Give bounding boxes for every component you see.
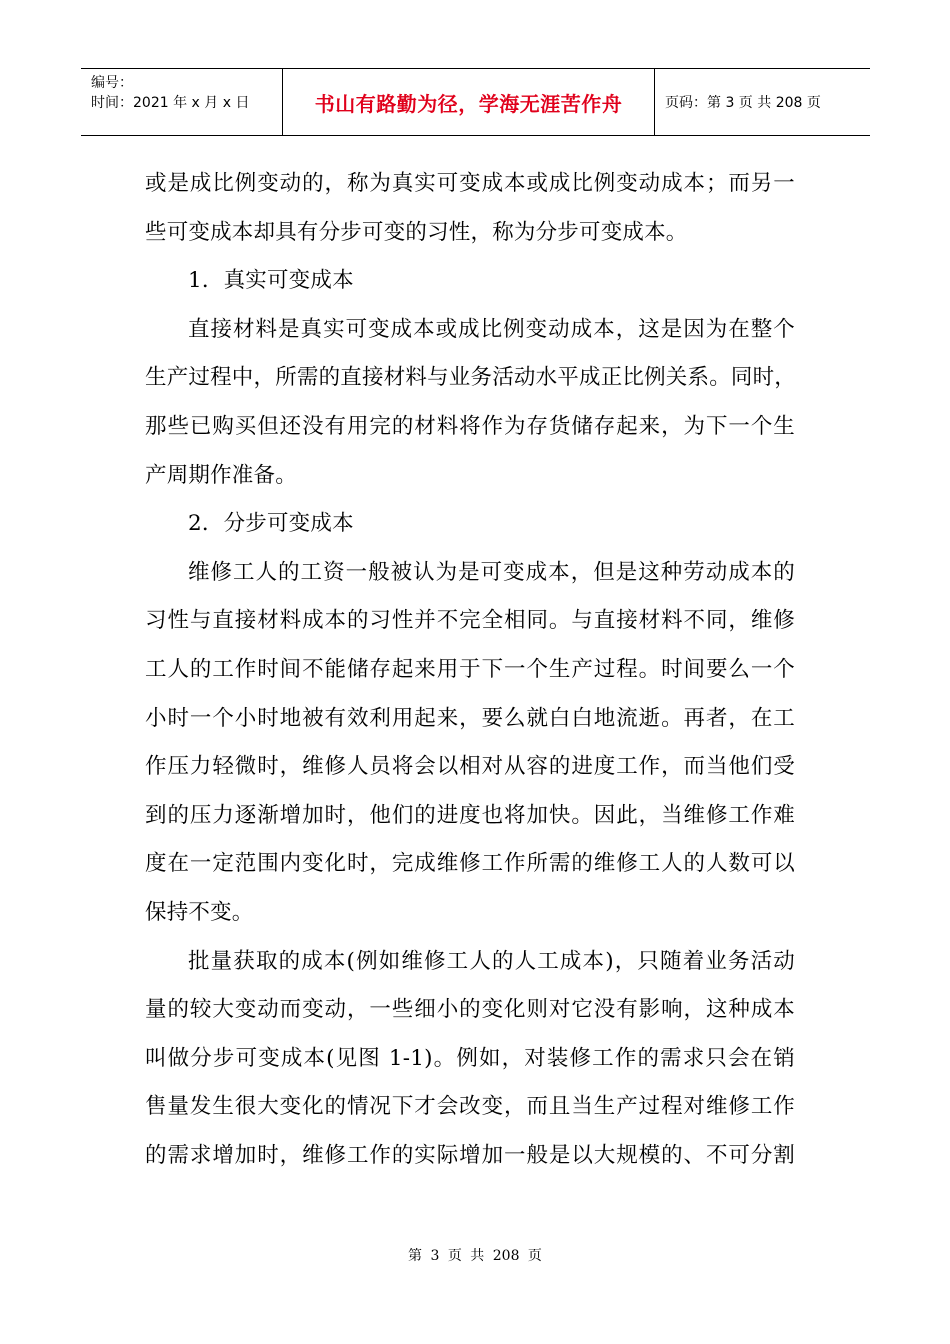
document-date: 时间：2021 年 x 月 x 日 (91, 95, 250, 111)
text-line: 生产过程中，所需的直接材料与业务活动水平成正比例关系。同时， (145, 365, 797, 391)
text-line: 作压力轻微时，维修人员将会以相对从容的进度工作，而当他们受 (145, 754, 795, 780)
paragraph-continuation (145, 160, 795, 257)
text-line: 产周期作准备。 (145, 462, 297, 488)
document-number: 编号： (91, 75, 133, 91)
text-line: 批量获取的成本(例如维修工人的人工成本)，只随着业务活动 (188, 948, 795, 974)
text-line: 售量发生很大变化的情况下才会改变，而且当生产过程对维修工作 (145, 1094, 795, 1120)
text-line: 习性与直接材料成本的习性并不完全相同。与直接材料不同，维修 (145, 608, 795, 634)
header-page-number: 页码：第 3 页 共 208 页 (665, 95, 821, 111)
section-heading-true-variable-cost (145, 257, 795, 306)
text-line: 叫做分步可变成本(见图 1-1)。例如，对装修工作的需求只会在销 (145, 1045, 795, 1071)
text-line: 工人的工作时间不能储存起来用于下一个生产过程。时间要么一个 (145, 656, 795, 682)
paragraph-batch-costs (145, 938, 795, 1181)
page-header (81, 68, 870, 136)
text-line: 量的较大变动而变动，一些细小的变化则对它没有影响，这种成本 (145, 997, 795, 1023)
header-meta (81, 69, 283, 135)
page-footer: 第 3 页 共 208 页 (408, 1248, 542, 1264)
header-motto: 书山有路勤为径，学海无涯苦作舟 (283, 69, 655, 135)
text-line: 或是成比例变动的，称为真实可变成本或成比例变动成本；而另一 (145, 171, 795, 196)
text-line: 那些已购买但还没有用完的材料将作为存货储存起来，为下一个生 (145, 413, 795, 439)
text-line: 直接材料是真实可变成本或成比例变动成本，这是因为在整个 (188, 316, 795, 342)
text-line: 的需求增加时，维修工作的实际增加一般是以大规模的、不可分割 (145, 1142, 795, 1168)
text-line: 度在一定范围内变化时，完成维修工作所需的维修工人的人数可以 (145, 851, 795, 877)
text-line: 维修工人的工资一般被认为是可变成本，但是这种劳动成本的 (188, 559, 795, 585)
text-line: 保持不变。 (145, 899, 254, 925)
section-heading-step-variable-cost (145, 500, 795, 549)
heading-text: 2．分步可变成本 (188, 511, 354, 537)
text-line: 些可变成本却具有分步可变的习性，称为分步可变成本。 (145, 219, 688, 245)
document-body (145, 160, 795, 1180)
paragraph-direct-materials (145, 306, 795, 500)
heading-text: 1．真实可变成本 (188, 268, 354, 294)
paragraph-maintenance-workers (145, 549, 795, 938)
text-line: 到的压力逐渐增加时，他们的进度也将加快。因此，当维修工作难 (145, 802, 795, 828)
text-line: 小时一个小时地被有效利用起来，要么就白白地流逝。再者，在工 (145, 705, 795, 731)
